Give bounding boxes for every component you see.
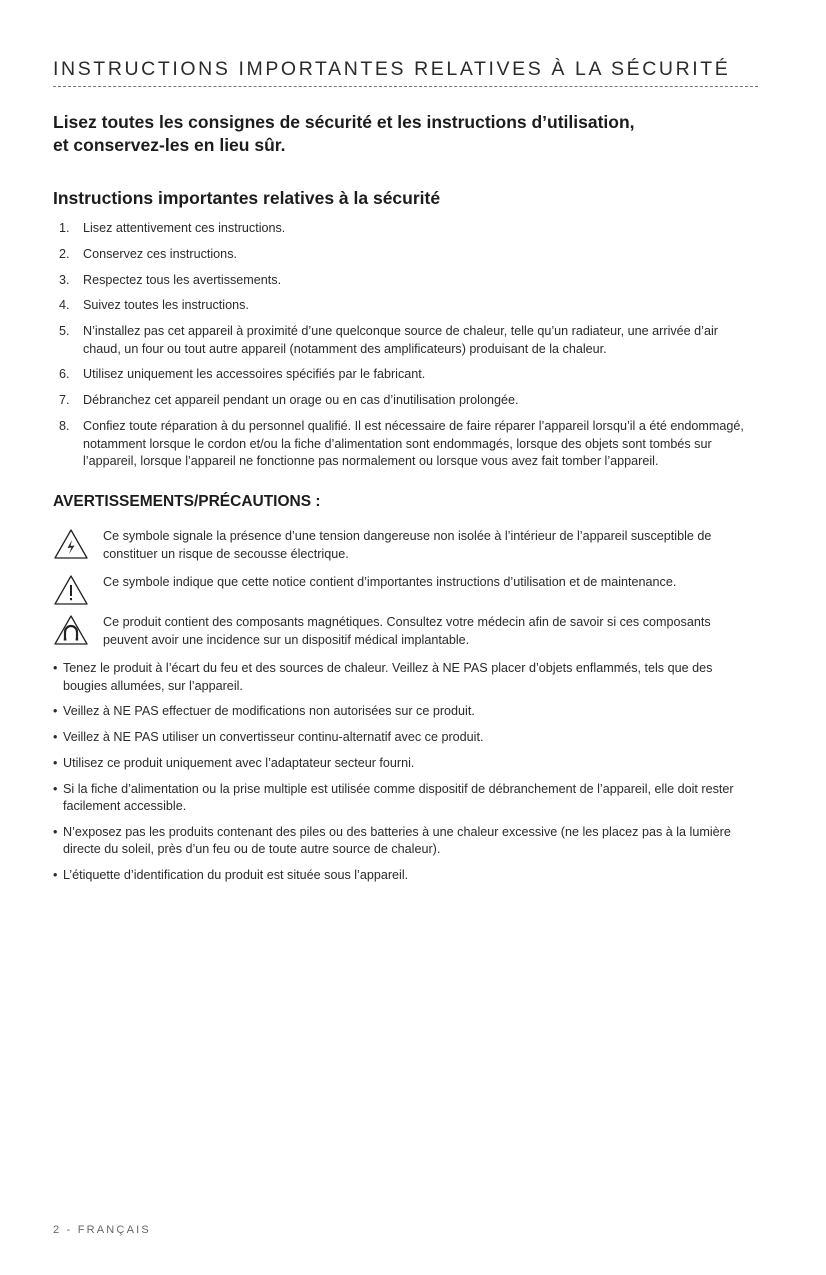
list-text: L’étiquette d’identification du produit est située sous l’appareil. [63, 868, 409, 883]
symbol-text: Ce produit contient des composants magnétiques. Consultez votre médecin afin de savoir si ces composants peuvent avoir une incidence sur un dispositif médical implantable. [103, 615, 711, 647]
list-text: Respectez tous les avertissements. [83, 272, 282, 287]
exclamation-warning-icon [53, 574, 89, 606]
page-title: INSTRUCTIONS IMPORTANTES RELATIVES À LA SÉCURITÉ [53, 58, 758, 87]
symbol-text: Ce symbole indique que cette notice contient d’importantes instructions d’utilisation et de maintenance. [103, 575, 677, 589]
bullet: • [53, 755, 58, 770]
intro-line-2: et conservez-les en lieu sûr. [53, 135, 286, 155]
list-item [53, 297, 758, 315]
list-item [53, 755, 758, 773]
page-footer: 2 - FRANÇAIS [53, 1224, 151, 1236]
symbol-text: Ce symbole signale la présence d’une tension dangereuse non isolée à l’intérieur de l’appareil susceptible de constituer un risque de secousse électrique. [103, 529, 712, 561]
list-item [53, 323, 758, 358]
list-item [53, 824, 758, 859]
electric-shock-warning-icon [53, 528, 89, 560]
instruction-list [53, 220, 758, 479]
list-number: 7. [59, 393, 70, 408]
warnings-heading: AVERTISSEMENTS/PRÉCAUTIONS : [53, 493, 321, 510]
list-number: 6. [59, 367, 70, 382]
intro-line-1: Lisez toutes les consignes de sécurité et les instructions d’utilisation, [53, 112, 635, 132]
list-text: Veillez à NE PAS utiliser un convertisseur continu-alternatif avec ce produit. [63, 730, 484, 745]
intro-note [53, 111, 753, 157]
list-item [53, 272, 758, 290]
list-item [53, 867, 758, 885]
list-text: Utilisez ce produit uniquement avec l’adaptateur secteur fourni. [63, 755, 415, 770]
list-number: 1. [59, 221, 70, 235]
section-heading: Instructions importantes relatives à la sécurité [53, 188, 441, 208]
list-number: 2. [59, 246, 70, 261]
list-text: Suivez toutes les instructions. [83, 298, 249, 313]
bullet: • [53, 661, 58, 675]
list-number: 8. [59, 419, 70, 434]
list-item [53, 220, 758, 238]
list-item [53, 660, 758, 695]
list-text: Confiez toute réparation à du personnel qualifié. Il est nécessaire de faire réparer l’appareil lorsqu’il a été endommagé, notamment lorsque le cordon et/ou la fiche d’alimentation sont endommagés, lorsque des objets sont tombés sur l’appareil, lorsque l’appareil ne fonctionne pas normalement ou lorsque vous avez fait tomber l’appareil. [83, 419, 744, 469]
list-text: Débranchez cet appareil pendant un orage ou en cas d’inutilisation prolongée. [83, 393, 519, 408]
list-item [53, 246, 758, 264]
list-item [53, 392, 758, 410]
list-text: Si la fiche d’alimentation ou la prise multiple est utilisée comme dispositif de débranchement de l’appareil, elle doit rester facilement accessible. [63, 781, 734, 814]
bullet: • [53, 704, 58, 719]
list-item [53, 781, 758, 816]
list-text: N’exposez pas les produits contenant des piles ou des batteries à une chaleur excessive (ne les placez pas à la lumière directe du soleil, près d’un feu ou de toute autre source de chaleur). [63, 824, 731, 857]
list-number: 3. [59, 272, 70, 287]
list-text: Lisez attentivement ces instructions. [83, 221, 286, 235]
magnet-warning-icon [53, 614, 89, 646]
bullet: • [53, 868, 58, 883]
bullet: • [53, 824, 58, 839]
list-item [53, 703, 758, 721]
bullet: • [53, 730, 58, 745]
list-text: N’installez pas cet appareil à proximité d’une quelconque source de chaleur, telle qu’un radiateur, une arrivée d’air chaud, un four ou tout autre appareil (notamment des amplificateurs) produisant de la chaleur. [83, 324, 718, 356]
list-item [53, 729, 758, 747]
bullet: • [53, 781, 58, 796]
list-text: Utilisez uniquement les accessoires spécifiés par le fabricant. [83, 367, 426, 382]
list-number: 4. [59, 298, 70, 313]
list-text: Conservez ces instructions. [83, 246, 237, 261]
list-text: Tenez le produit à l’écart du feu et des sources de chaleur. Veillez à NE PAS placer d’objets enflammés, tels que des bougies allumées, sur l’appareil. [63, 661, 713, 693]
list-number: 5. [59, 324, 70, 339]
warning-bullet-list [53, 660, 758, 893]
list-item [53, 418, 758, 471]
list-text: Veillez à NE PAS effectuer de modifications non autorisées sur ce produit. [63, 704, 475, 719]
list-item [53, 366, 758, 384]
